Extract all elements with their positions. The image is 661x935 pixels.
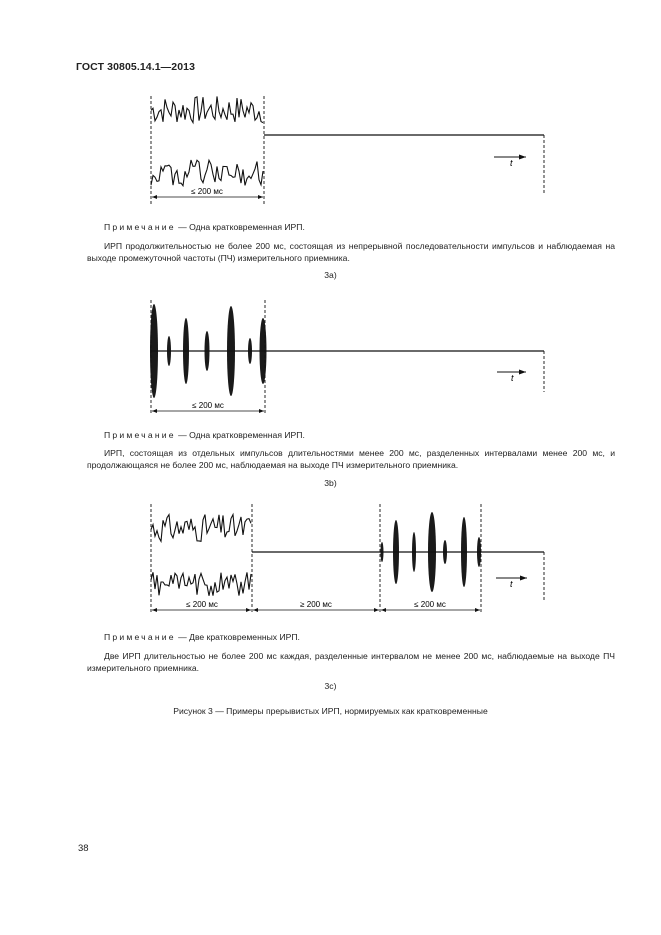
note-label: Примечание	[104, 632, 176, 642]
time-axis-label: t	[510, 579, 513, 589]
paragraph-3b: ИРП, состоящая из отдельных импульсов длительностями менее 200 мс, разделенных интервалами менее 200 мс, и продолжающаяся не более 200 мс, наблюдаемая на выходе ПЧ измерительного приемника.	[87, 448, 615, 470]
noise-waveform-upper	[151, 515, 251, 596]
figure-3c	[0, 498, 661, 626]
paragraph-3c: Две ИРП длительностью не более 200 мс каждая, разделенные интервалом не менее 200 мс, наблюдаемые на выходе ПЧ измерительного приемника.	[87, 651, 615, 673]
subfigure-label-3a: 3a)	[324, 270, 337, 280]
figure-3a	[0, 90, 661, 220]
note-label: Примечание	[104, 222, 176, 232]
note-3a	[104, 222, 305, 232]
duration-label: ≤ 200 мс	[192, 401, 224, 410]
duration-dimensions	[152, 600, 480, 612]
paragraph-3a: ИРП продолжительностью не более 200 мс, состоящая из непрерывной последовательности импульсов и наблюдаемая на выходе промежуточной частоты (ПЧ) измерительного приемника.	[87, 241, 615, 263]
note-text: — Одна кратковременная ИРП.	[175, 222, 305, 232]
duration-dimension	[152, 401, 264, 413]
duration-label-3: ≤ 200 мс	[414, 600, 446, 609]
figure-3b	[0, 290, 661, 420]
note-text: — Одна кратковременная ИРП.	[175, 430, 305, 440]
standard-header: ГОСТ 30805.14.1—2013	[76, 61, 196, 73]
duration-dimension	[152, 187, 263, 199]
noise-waveform-upper	[151, 96, 263, 185]
figure-caption: Рисунок 3 — Примеры прерывистых ИРП, нормируемых как кратковременные	[173, 706, 488, 716]
time-axis-label: t	[511, 373, 514, 383]
note-label: Примечание	[104, 430, 176, 440]
duration-label-1: ≤ 200 мс	[186, 600, 218, 609]
page-number: 38	[78, 843, 89, 854]
duration-label: ≤ 200 мс	[191, 187, 223, 196]
time-axis-label: t	[510, 158, 513, 168]
note-3b	[104, 430, 305, 440]
note-text: — Две кратковременных ИРП.	[175, 632, 300, 642]
note-3c	[104, 632, 300, 642]
subfigure-label-3b: 3b)	[324, 478, 337, 488]
duration-label-2: ≥ 200 мс	[300, 600, 332, 609]
subfigure-label-3c: 3c)	[324, 681, 337, 691]
